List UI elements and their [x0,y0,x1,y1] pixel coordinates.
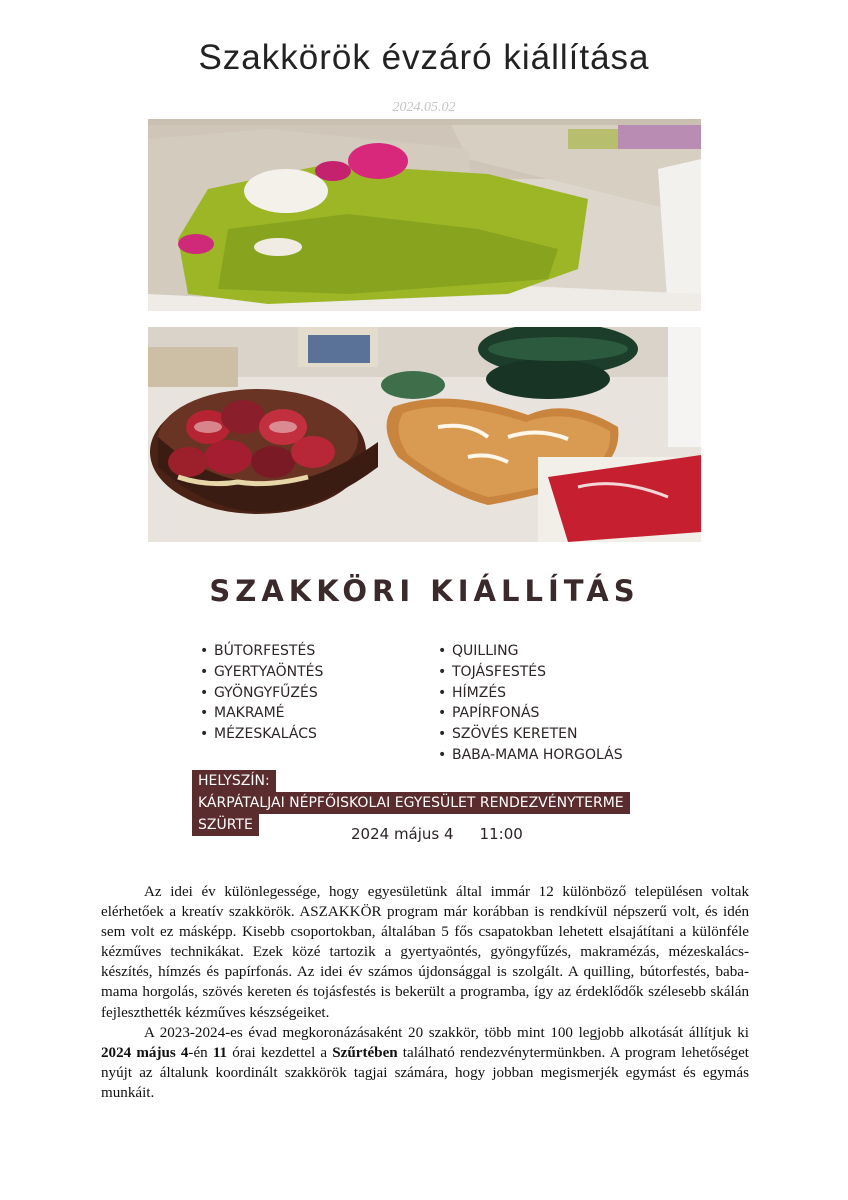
publish-date: 2024.05.02 [392,100,456,115]
crafts-list-right [438,641,623,766]
craft-item: • MAKRAMÉ [200,703,323,724]
event-date: 2024 május 4 [351,825,454,843]
craft-item: • MÉZESKALÁCS [200,724,323,745]
craft-item: • HÍMZÉS [438,683,623,704]
craft-item: • SZÖVÉS KERETEN [438,724,623,745]
exhibition-poster [148,119,701,871]
craft-item: • BÚTORFESTÉS [200,641,323,662]
venue-town: SZÜRTE [192,814,259,836]
text-run: A 2023-2024-es évad megkoronázásaként 20 szakkör, több mint 100 legjobb alkotását állítjuk ki [144,1024,749,1041]
event-datetime [351,825,523,843]
page-title: Szakkörök évzáró kiállítása [198,38,650,77]
highlight-time: 11 [212,1044,228,1061]
highlight-date: 2024 május 4 [101,1044,189,1061]
article-paragraph [101,1023,749,1103]
craft-item: • GYÖNGYFŰZÉS [200,683,323,704]
highlight-place: Szűrtében [332,1044,398,1061]
article-paragraph: Az idei év különlegessége, hogy egyesületünk által immár 12 különböző településen voltak elérhetőek a kreatív szakkörök. ASZAKKÖR program már korábban is rendkívül népszerű volt, és idén sem volt ez másképp. Kisebb csoportokban, általában 5 fős csapatokban lehetett elsajátítani a különféle kézműves technikákat. Ezek közé tartozik a gyertyaöntés, gyöngyfűzés, makramézás, mézeskalács-készítés, hímzés és papírfonás. Az idei év számos újdonsággal is szolgált. A quilling, bútorfestés, baba-mama horgolás, szövés kereten és tojásfestés is bekerült a programba, így az érdeklődők szélesebb skálán fejleszthették kézműves készségeiket. [101,884,749,1021]
article-body [101,882,749,1103]
event-time: 11:00 [479,825,523,843]
craft-item: • TOJÁSFESTÉS [438,662,623,683]
craft-item: • QUILLING [438,641,623,662]
text-run: -én [188,1044,213,1061]
weaving-photo [148,119,701,311]
text-run: található rendezvénytermünkben. A program lehetőséget nyújt az általunk koordinált szakkörök tagjai számára, hogy jobban megismerjék egymást és egymás munkáit. [101,1044,749,1101]
craft-item: • PAPÍRFONÁS [438,703,623,724]
venue-label: HELYSZÍN: [192,770,276,792]
venue-name: KÁRPÁTALJAI NÉPFŐISKOLAI EGYESÜLET RENDEZVÉNYTERME [192,792,630,814]
craft-item: • GYERTYAÖNTÉS [200,662,323,683]
craft-item: • BABA-MAMA HORGOLÁS [438,745,623,766]
crafts-list-left [200,641,323,745]
crafts-table-photo [148,327,701,542]
poster-headline: SZAKKÖRI KIÁLLÍTÁS [209,574,640,608]
text-run: órai kezdettel a [227,1044,333,1061]
